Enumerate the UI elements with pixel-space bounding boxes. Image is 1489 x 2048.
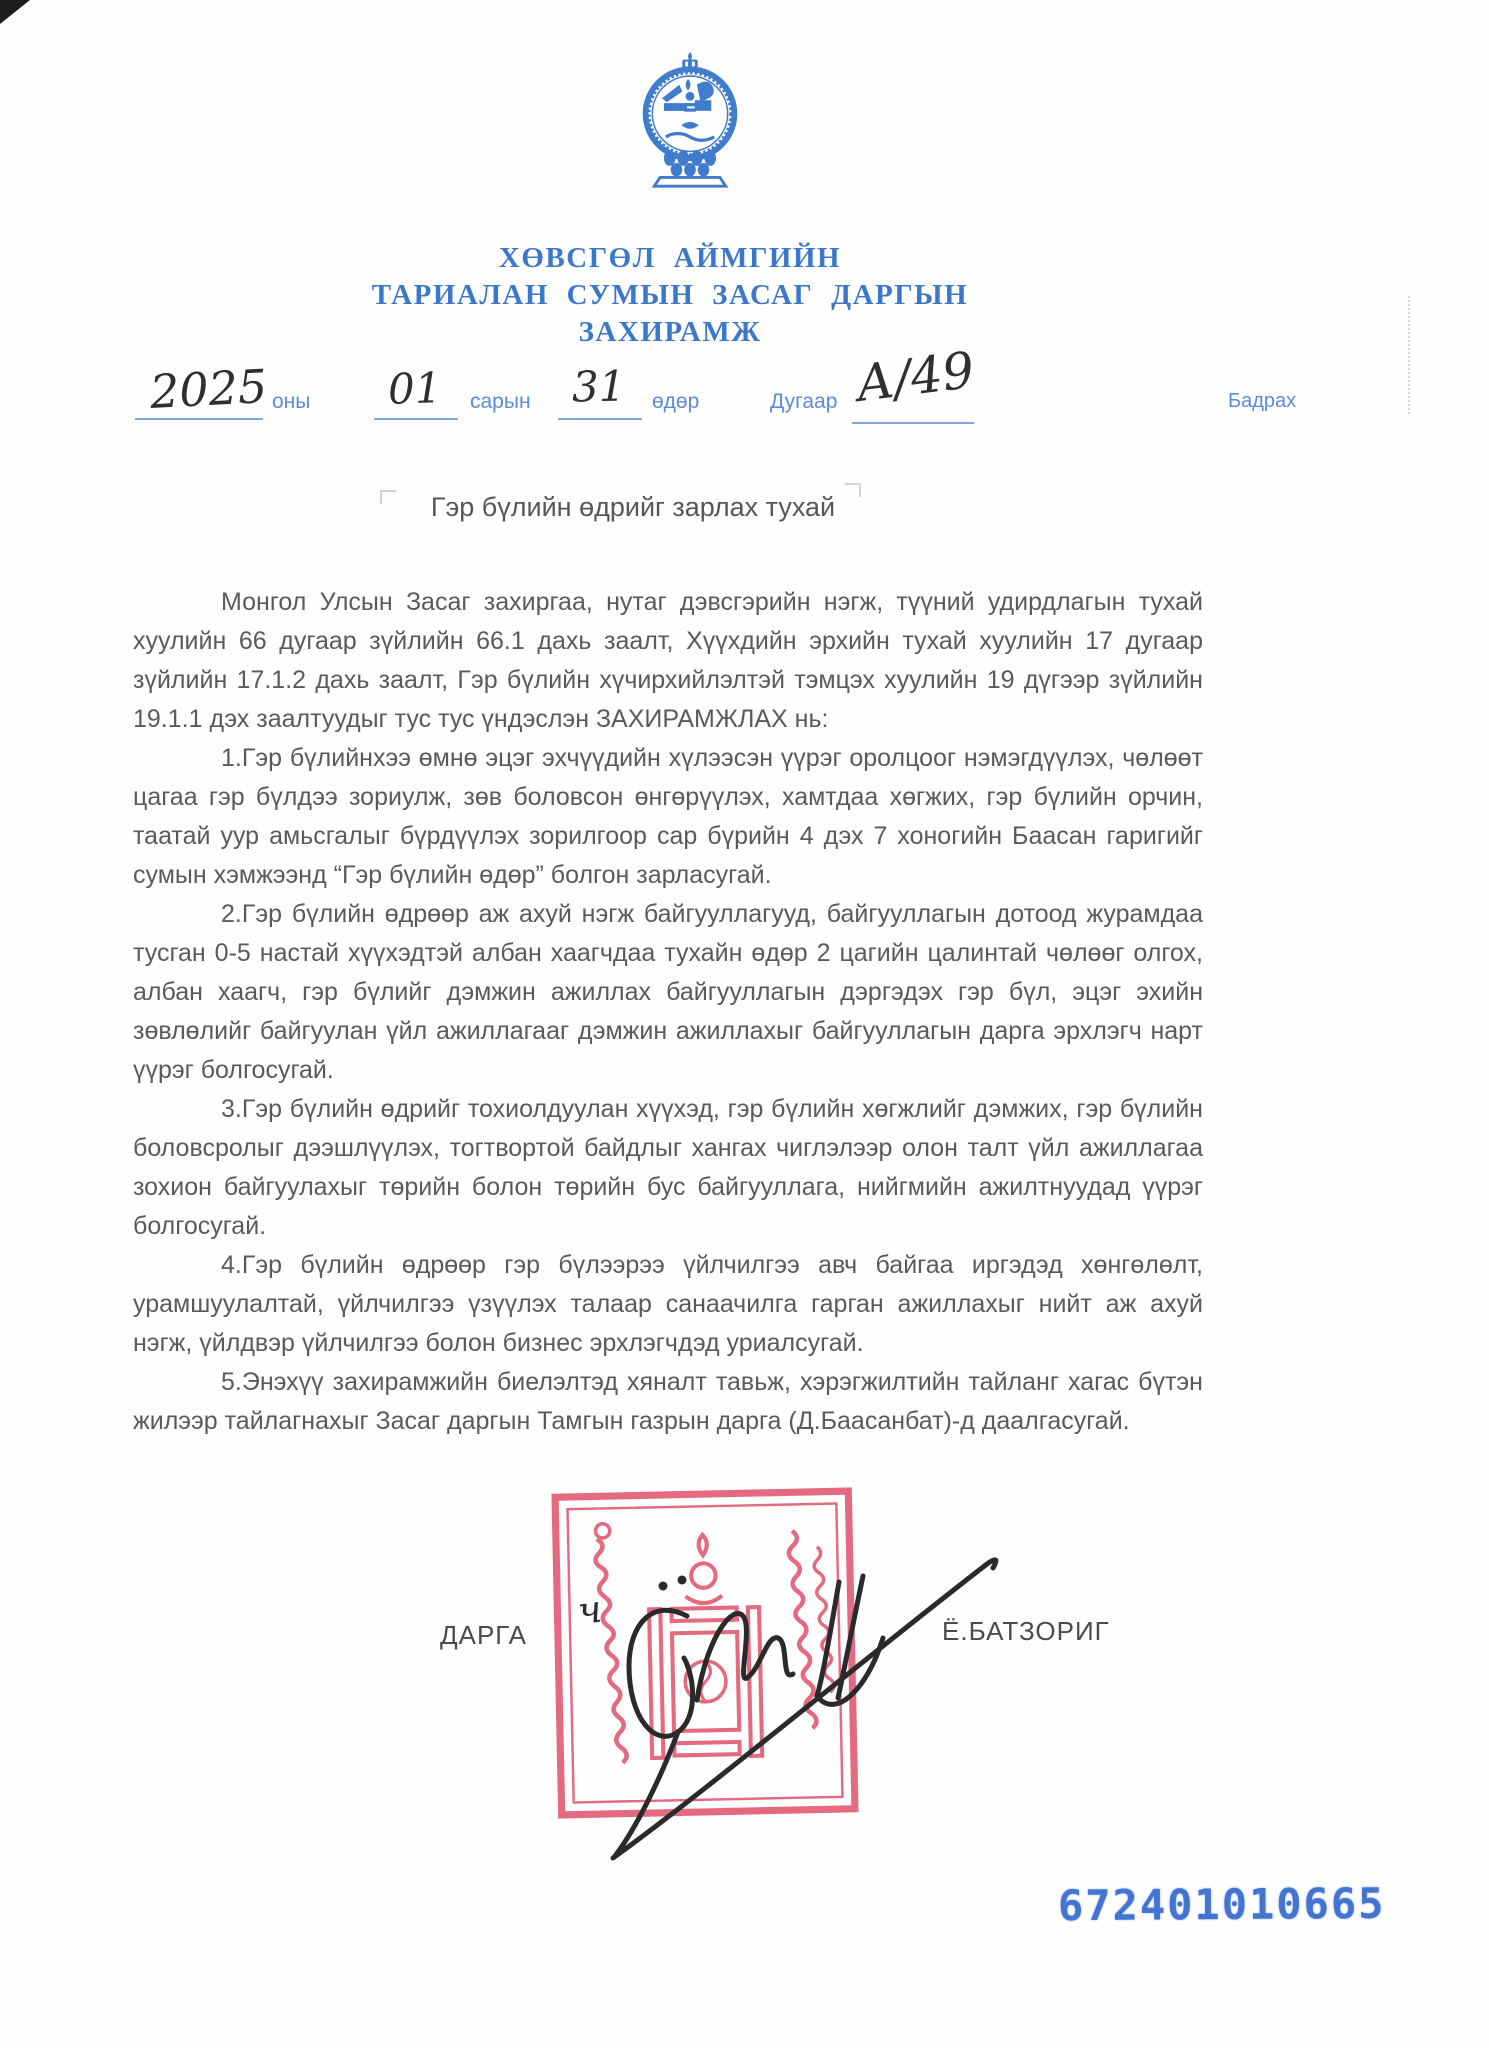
day-blank-line <box>558 418 642 420</box>
letterhead-line-aimag: ХӨВСГӨЛ АЙМГИЙН <box>498 242 842 274</box>
scan-edge-artifact <box>1408 296 1410 414</box>
paragraph-item-2: 2.Гэр бүлийн өдрөөр аж ахуй нэгж байгууллагууд, байгууллагын дотоод журамдаа тусган 0-5 настай хүүхэдтэй албан хаагчдаа тухайн өдөр 2 цагийн цалинтай чөлөөг олгох, албан хаагч, гэр бүлийг дэмжин ажиллах байгууллагын дэргэдэх гэр бүл, эцэг эхийн зөвлөлийг байгуулан үйл ажиллагааг дэмжин ажиллахыг байгууллагын дарга эрхлэгч нарт үүрэг болгосугай. <box>133 900 1203 1084</box>
handwritten-year: 2025 <box>148 358 269 420</box>
paragraph-item-5: 5.Энэхүү захирамжийн биелэлтэд хяналт тавьж, хэрэгжилтийн тайланг хагас бүтэн жилээр тайлагнахыг Засаг даргын Тамгын газрын дарга (Д.Баасанбат)-д даалгасугай. <box>133 1368 1203 1435</box>
registrar-name: Бадрах <box>1228 390 1297 412</box>
paragraph-item-3: 3.Гэр бүлийн өдрийг тохиолдуулан хүүхэд, гэр бүлийн хөгжлийг дэмжих, гэр бүлийн боловсролыг дээшлүүлэх, тогтвортой байдлыг хангах чиглэлээр олон талт үйл ажиллагаа зохион байгуулахыг төрийн болон төрийн бус байгууллага, нийгмийн ажилтнуудад үүрэг болгосугай. <box>133 1095 1203 1240</box>
month-label: сарын <box>470 390 531 413</box>
signer-role: ДАРГА <box>440 1620 527 1650</box>
paragraph-item-4: 4.Гэр бүлийн өдрөөр гэр бүлээрээ үйлчилгээ авч байгаа иргэдэд хөнгөлөлт, урамшуулалтай, үйлчилгээ үзүүлэх талаар санаачилга гарган ажиллахыг нийт аж ахуй нэгж, үйлдвэр үйлчилгээ болон бизнес эрхлэгчдэд уриалсугай. <box>133 1251 1203 1357</box>
handwritten-day: 31 <box>571 361 626 412</box>
letterhead <box>170 240 1170 351</box>
decree-body <box>133 583 1203 1441</box>
number-label: Дугаар <box>770 390 838 413</box>
handwritten-decree-number: А/49 <box>852 341 978 413</box>
handwritten-check-mark: ч <box>575 1586 605 1634</box>
serial-number-stamp: 672401010665 <box>1057 1878 1386 1931</box>
day-label: өдөр <box>652 390 700 413</box>
month-blank-line <box>374 418 458 420</box>
mongolia-state-emblem-icon <box>627 50 753 190</box>
year-label: оны <box>272 390 311 413</box>
paragraph-item-1: 1.Гэр бүлийнхээ өмнө эцэг эхчүүдийн хүлээсэн үүрэг оролцоог нэмэгдүүлэх, чөлөөт цагаа гэр бүлдээ зориулж, зөв боловсон өнгөрүүлэх, хамтдаа хөгжих, гэр бүлийн орчин, таатай уур амьсгалыг бүрдүүлэх зорилгоор сар бүрийн 4 дэх 7 хоногийн Баасан гаригийг сумын хэмжээнд “Гэр бүлийн өдөр” болгон зарласугай. <box>133 744 1203 889</box>
letterhead-line-sum: ТАРИАЛАН СУМЫН ЗАСАГ ДАРГЫН <box>371 279 969 311</box>
document-title: Гэр бүлийн өдрийг зарлах тухай <box>430 492 836 522</box>
handwritten-month: 01 <box>387 363 443 414</box>
handwritten-signature <box>535 1486 1075 1886</box>
number-blank-line <box>852 422 974 424</box>
paragraph-intro: Монгол Улсын Засаг захиргаа, нутаг дэвсгэрийн нэгж, түүний удирдлагын тухай хуулийн 66 дугаар зүйлийн 66.1 дахь заалт, Хүүхдийн эрхийн тухай хуулийн 17 дугаар зүйлийн 17.1.2 дахь заалт, Гэр бүлийн хүчирхийлэлтэй тэмцэх хуулийн 19 дүгээр зүйлийн 19.1.1 дэх заалтуудыг тус тус үндэслэн ЗАХИРАМЖЛАХ нь: <box>133 588 1203 733</box>
letterhead-line-doc-type: ЗАХИРАМЖ <box>578 316 762 348</box>
signer-name: Ё.БАТЗОРИГ <box>942 1616 1110 1646</box>
year-blank-line <box>135 418 263 420</box>
scan-corner-artifact <box>0 0 30 24</box>
